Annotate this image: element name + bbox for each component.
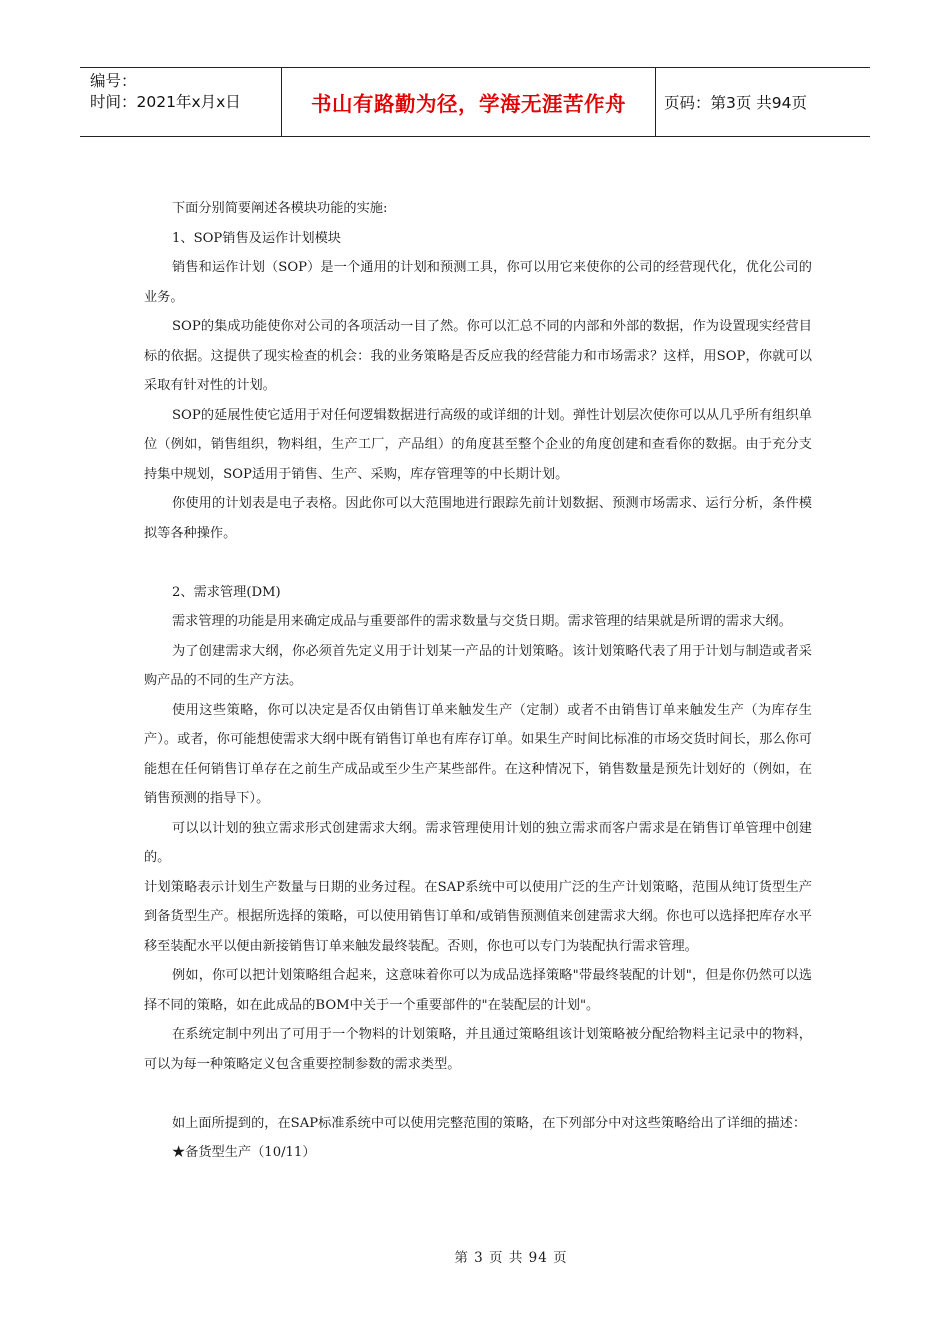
body-paragraph: 为了创建需求大纲，你必须首先定义用于计划某一产品的计划策略。该计划策略代表了用于计划与制造或者采购产品的不同的生产方法。	[144, 643, 812, 688]
paragraph-gap	[144, 548, 812, 578]
page-footer: 第 3 页 共 94 页	[454, 1250, 568, 1266]
body-paragraph: 销售和运作计划（SOP）是一个通用的计划和预测工具，你可以用它来使你的公司的经营现代化，优化公司的业务。	[144, 260, 812, 305]
header-motto: 书山有路勤为径，学海无涯苦作舟	[282, 68, 656, 136]
document-number-label: 编号：	[90, 72, 137, 90]
body-paragraph: 可以以计划的独立需求形式创建需求大纲。需求管理使用计划的独立需求而客户需求是在销售订单管理中创建的。	[144, 820, 812, 865]
intro-paragraph: 下面分别简要阐述各模块功能的实施:	[172, 201, 388, 216]
header-left-cell	[80, 68, 282, 136]
page-header	[80, 67, 870, 137]
section-heading-sop: 1、SOP销售及运作计划模块	[172, 230, 341, 246]
paragraph-gap	[144, 1079, 812, 1109]
header-page-info: 页码：第3页 共94页	[664, 94, 808, 112]
body-paragraph: 如上面所提到的，在SAP标准系统中可以使用完整范围的策略，在下列部分中对这些策略给出了详细的描述：	[172, 1115, 807, 1131]
body-paragraph: SOP的延展性使它适用于对任何逻辑数据进行高级的或详细的计划。弹性计划层次使你可以从几乎所有组织单位（例如，销售组织，物料组，生产工厂，产品组）的角度甚至整个企业的角度创建和查看你的数据。由于充分支持集中规划，SOP适用于销售、生产、采购，库存管理等的中长期计划。	[144, 407, 812, 482]
document-body	[144, 194, 812, 1168]
body-paragraph: 例如，你可以把计划策略组合起来，这意味着你可以为成品选择策略"带最终装配的计划"，但是你仍然可以选择不同的策略，如在此成品的BOM中关于一个重要部件的"在装配层的计划"。	[144, 968, 812, 1013]
body-paragraph: 你使用的计划表是电子表格。因此你可以大范围地进行跟踪先前计划数据、预测市场需求、运行分析，条件模拟等各种操作。	[144, 496, 812, 541]
strategy-item: ★备货型生产（10/11）	[172, 1145, 316, 1160]
document-time-label: 时间：2021年x月x日	[90, 93, 241, 111]
body-paragraph: 在系统定制中列出了可用于一个物料的计划策略，并且通过策略组该计划策略被分配给物料主记录中的物料，可以为每一种策略定义包含重要控制参数的需求类型。	[144, 1027, 812, 1072]
body-paragraph: 需求管理的功能是用来确定成品与重要部件的需求数量与交货日期。需求管理的结果就是所谓的需求大纲。	[172, 614, 792, 629]
body-paragraph: SOP的集成功能使你对公司的各项活动一目了然。你可以汇总不同的内部和外部的数据，作为设置现实经营目标的依据。这提供了现实检查的机会：我的业务策略是否反应我的经营能力和市场需求？这样，用SOP，你就可以采取有针对性的计划。	[144, 319, 812, 393]
body-paragraph: 使用这些策略，你可以决定是否仅由销售订单来触发生产（定制）或者不由销售订单来触发生产（为库存生产）。或者，你可能想使需求大纲中既有销售订单也有库存订单。如果生产时间比标准的市场交货时间长，那么你可能想在任何销售订单存在之前生产成品或至少生产某些部件。在这种情况下，销售数量是预先计划好的（例如，在销售预测的指导下）。	[144, 702, 812, 806]
section-heading-dm: 2、需求管理(DM)	[172, 584, 281, 600]
body-paragraph: 计划策略表示计划生产数量与日期的业务过程。在SAP系统中可以使用广泛的生产计划策略，范围从纯订货型生产到备货型生产。根据所选择的策略，可以使用销售订单和/或销售预测值来创建需求大纲。你也可以选择把库存水平移至装配水平以便由新接销售订单来触发最终装配。否则，你也可以专门为装配执行需求管理。	[144, 879, 812, 954]
